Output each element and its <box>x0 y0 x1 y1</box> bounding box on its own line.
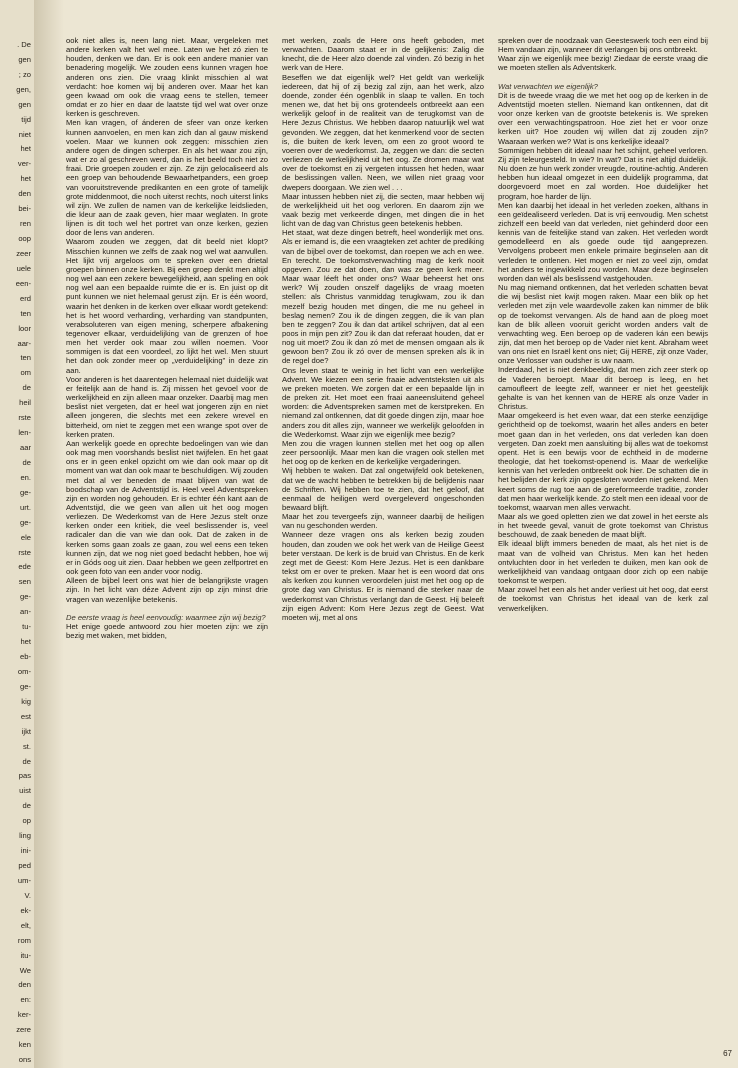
previous-page-fragment: V. <box>24 890 31 900</box>
previous-page-fragment: de <box>22 801 31 811</box>
previous-page-fragment: sen <box>18 577 31 587</box>
previous-page-fragment: eb- <box>20 652 31 662</box>
previous-page-fragment: rom <box>17 935 31 945</box>
previous-page-fragment: heil <box>19 398 31 408</box>
previous-page-fragment: ede <box>18 562 31 572</box>
previous-page-fragment: ten <box>20 308 31 318</box>
paragraph: Nu mag niemand ontkennen, dat het verleden schatten bevat die wij beslist niet kwijt mogen raken. Maar een blik op het verleden met zijn vele waardevolle zaken kan nimmer de blik op de toekomst vervangen. Als de hand aan de ploeg moet kan de blik alleen vooruit gericht worden anders valt de verwachting weg. Een beroep op de vaderen kán een bewijs zijn, dat men het beroep op de Vader niet kent. Abraham weet van ons niet en Israël kent ons niet; Gij HERE, zijt onze Vader, onze Verlosser van oudsher is uw naam. <box>498 283 708 366</box>
previous-page-fragment: ek- <box>20 905 31 915</box>
previous-page-fragment: ge- <box>20 487 31 497</box>
section-heading: De eerste vraag is heel eenvoudig: waarmee zijn wij bezig? <box>66 612 266 622</box>
previous-page-fragment: ge- <box>20 681 31 691</box>
paragraph: Maar het zou tevergeefs zijn, wanneer daarbij de heiligen van nu geschonden werden. <box>282 512 484 531</box>
previous-page-fragment: uist <box>19 786 31 796</box>
previous-page-fragment: tijd <box>21 114 31 124</box>
previous-page-fragment: zeer <box>16 248 31 258</box>
previous-page-fragment: den <box>18 189 31 199</box>
paragraph: Beseffen we dat eigenlijk wel? Het geldt van werkelijk iedereen, dat hij of zij bezig zal zijn, aan het werk, alzo doende, zonder één ogenblik in slaap te vallen. En toch menen we, dat het bij ons grotendeels ontbreekt aan een werkelijk geloof in de realiteit van de terugkomst van de Here Jezus Christus. We hebben daarop natuurlijk wel wat gevonden. We zeggen, dat het kenmerkend voor de secten is, die buiten de kerk leven, om een zo groot woord te voeren over de wederkomst. Ja, zeggen we dan: die secten verliezen de werkelijkheid uit het oog. Ze dromen maar wat over de toekomst en zij vergeten intussen het heden, waar de beslissingen vallen. Neen, we willen niet graag voor dwepers doorgaan. We zien wel . . . <box>282 72 484 192</box>
previous-page-fragment: bei- <box>18 204 31 214</box>
article-page <box>66 36 718 1036</box>
paragraph: Voor anderen is het daarentegen helemaal niet duidelijk wat er feitelijk aan de hand is. Zij missen het gevoel voor de werkelijkheid en zijn alleen maar onzeker. Daarbij mag men beslist niet vergeten, dat er heel wat jongeren zijn en niet alleen jongeren, die slechts met een zekere wrevel en bitterheid, om niet te zeggen met een wrange spot over de kerken praten. <box>66 374 268 439</box>
previous-page-fragment: ker- <box>17 1010 31 1020</box>
previous-page-fragment: urt. <box>20 502 31 512</box>
previous-page-fragment: oop <box>18 234 31 244</box>
paragraph: spreken over de noodzaak van Geesteswerk toch een eind bij Hem vandaan zijn, wanneer dit verlangen bij ons ontbreekt. <box>498 36 708 55</box>
previous-page-fragment: ten <box>20 353 31 363</box>
page-gutter <box>34 0 64 1068</box>
previous-page-fragment: um- <box>17 875 31 885</box>
previous-page-fragment: gen <box>18 54 31 64</box>
paragraph: Wanneer deze vragen ons als kerken bezig zouden houden, dan zouden we ook het werk van de Heilige Geest beter verstaan. De kerk is de bruid van Christus. En de kerk zegt met de Geest: Kom Here Jezus. Het is een dankbare tekst om er over te preken. Maar het is een woord dat ons als kerken zou kunnen veroordelen juist met het oog op de grote dag van Christus. Er is niemand die sterker naar de wederkomst van Christus verlangt dan de Geest. Hij beleeft zijn eigen Advent: Kom Here Jezus zegt de Geest. Wat moeten wij, met al ons <box>282 530 484 622</box>
previous-page-fragment: niet <box>18 129 31 139</box>
paragraph: met werken, zoals de Here ons heeft geboden, met verwachten. Daarom staat er in de gelijkenis: Zalig die knecht, die de Heer alzo doende zal vinden. Zó bezig in het werk van de Here. <box>282 36 484 73</box>
paragraph: Maar zowel het een als het ander verliest uit het oog, dat eerst de toekomst van Christus het ideaal van de kerk zal verwerkelijken. <box>498 585 708 613</box>
paragraph: Waarom zouden we zeggen, dat dit beeld niet klopt? Misschien kunnen we zelfs de zaak nog wel wat aanvullen. Het lijkt vrij argeloos om te spreken over een drietal groepen binnen onze kerken. Bij een groep denkt men altijd nog wel aan een zekere bewegelijkheid, aan speling en ook nog wel aan een bepaalde ruimte die er is. En juist op dit punt kunnen we niet helemaal gerust zijn. Er is één woord, waarin het denken in de kerken over elkaar wordt getekend: het is het woord verharding, verharding van standpunten, verabsoluteren van eigen mening, scherpere afbakening tegenover elkaar, verduidelijking van de grenzen of hoe men het verder ook maar zou willen noemen. Voor sommigen is dat een voordeel, zo lijkt het wel. Men stuurt het dan ook zonder meer op „verduidelijking” in deze zin aan. <box>66 237 268 375</box>
previous-page-fragment: erd <box>20 293 31 303</box>
paragraph: Ons leven staat te weinig in het licht van een werkelijke Advent. We kiezen een serie fraaie adventsteksten uit als we preken moeten. We zorgen dat er een bepaalde lijn in de preken zit. Het moet een fraai aaneensluitend geheel worden: die Adventspreken samen met de kerstpreken. En niemand zal ontkennen, dat dit goede dingen zijn, maar hoe anders zou dit alles zijn, wanneer we werkelijk geloofden in die Wederkomst. Waar zijn we eigenlijk mee bezig? <box>282 365 484 439</box>
previous-page-fragment: gen, <box>16 84 31 94</box>
paragraph: Men kan daarbij het ideaal in het verleden zoeken, althans in een geïdealiseerd verleden. Dat is vrij eenvoudig. Men schetst zichzelf een beeld van dat verleden, niet gehinderd door een kennis van de feitelijke stand van zaken. Het verleden wordt gemodelleerd en als goede oude tijd aangeprezen. Vervolgens probeert men enkele primaire beginselen aan dit verleden te ontlenen. Het mogen er niet zo veel zijn, omdat het anders te ingewikkeld zou worden. Maar deze beginselen worden dan wél als beslissend vastgehouden. <box>498 200 708 283</box>
previous-page-fragment: est <box>20 711 31 721</box>
paragraph: Wij hebben te waken. Dat zal ongetwijfeld ook betekenen, dat we de wacht hebben te betrekken bij de belijdenis naar de Schriften. Wij hebben toe te zien, dat het geloof, dat eenmaal de heiligen werd overgeleverd ongeschonden bewaard blijft. <box>282 466 484 512</box>
paragraph: Alleen de bijbel leert ons wat hier de belangrijkste vragen zijn. In het licht van déze Advent zijn op zijn minst drie vragen van wezenlijke betekenis. <box>66 576 268 604</box>
previous-page-fragment: tu- <box>22 622 31 632</box>
previous-page-fragment: rste <box>18 547 31 557</box>
paragraph: Waar zijn we eigenlijk mee bezig! Ziedaar de eerste vraag die we moeten stellen als Adventskerk. <box>498 54 708 73</box>
previous-page-fragment: elt, <box>20 920 31 930</box>
previous-page-fragment: ling <box>19 831 31 841</box>
previous-page-fragment: kig <box>21 696 31 706</box>
previous-page-fragment: ped <box>18 861 31 870</box>
previous-page-fragment: an- <box>20 607 31 617</box>
previous-page-fragment: het <box>20 174 31 184</box>
paragraph: Men zou die vragen kunnen stellen met het oog op allen zeer persoonlijk. Maar men kan die vragen ook stellen met het oog op de kerken en de kerkelijke vergaderingen. <box>282 438 484 467</box>
paragraph: Sommigen hebben dit ideaal naar het schijnt, geheel verloren. Zij zijn teleurgesteld. In wie? In wat? Dat is niet altijd duidelijk. Nu doen ze hun werk zonder vreugde, routine-achtig. Anderen hebben hun ideaal omgezet in een duidelijk programma, dat doorgevoerd moet en zal worden. Hoe duidelijker het program, hoe harder de lijn. <box>498 145 708 201</box>
previous-page-edge <box>0 0 35 1068</box>
previous-page-fragment: het <box>20 637 31 647</box>
previous-page-fragment: ken <box>18 1040 31 1050</box>
paragraph: Maar intussen hebben niet zij, die secten, maar hebben wij de werkelijkheid uit het oog verloren. En daarom zijn we vaak bezig met verkeerde dingen, met dingen die in het licht van de dag van Christus geen betekenis hebben. <box>282 191 484 229</box>
previous-page-fragment: ge- <box>20 592 31 602</box>
previous-page-fragment: ; zo <box>18 69 31 79</box>
previous-page-fragment: len- <box>18 428 31 438</box>
previous-page-fragment: ge- <box>20 517 31 527</box>
paragraph: Het staat, wat deze dingen betreft, heel wonderlijk met ons. Als er iemand is, die een vraagteken zet achter de prediking van de bijbel over de toekomst, dan roepen we ach en wee. En terecht. De toekomstverwachting mag de kerk nooit opgeven. Zou ze dat doen, dan was ze geen kerk meer. Maar waar léeft het onder ons? Waar beheerst het ons werk? Wij zouden onszelf dagelijks de vraag moeten stellen: als Christus vanmiddag terugkwam, zou ik dan mezelf bezig houden met dingen, die me nu geheel in beslag nemen? Zou ik de dingen zeggen, die ik van plan ben te zeggen? Zou ik dan dat artikel schrijven, dat al een poos in mijn pen zit? Zou ik dan dat referaat houden, dat er nog uit moet? Zou ik dan zó met de mensen omgaan als ik gewoon ben? Zou ik zó over de mensen spreken als ik in de regel doe? <box>282 228 484 366</box>
previous-page-fragment: itu- <box>20 950 31 960</box>
previous-page-fragment: een- <box>15 278 31 288</box>
previous-page-fragment: de <box>22 383 31 393</box>
previous-page-fragment: om <box>20 368 31 378</box>
previous-page-fragment: We <box>19 965 31 975</box>
previous-page-fragment: st. <box>22 741 31 751</box>
previous-page-fragment: ele <box>20 532 31 542</box>
previous-page-fragment: het <box>20 144 31 154</box>
paragraph: Inderdaad, het is niet denkbeeldig, dat men zich zeer sterk op de Vaderen beroept. Maar dit beroep is leeg, en het camoufleert de leegte zelf, wanneer er niet het geestelijk gehalte is van het kennen van de HERE als onze Vader in Christus. <box>498 365 708 412</box>
paragraph: ook niet alles is, neen lang niet. Maar, vergeleken met andere kerken valt het wel mee. Laten we het zó zien te houden, denken we dan. Er is ook een andere manier van benadering mogelijk. We zouden eens kunnen vragen hoe anderen ons zien. Die vraag klinkt misschien al wat verdacht: hoe komen wij bij anderen over. Maar het kan geen kwaad om ook die vraag eens te stellen, temeer omdat er zo hier en daar de laatste tijd wel wat over onze kerken is geschreven. <box>66 36 268 119</box>
previous-page-fragment: loor <box>18 323 31 333</box>
previous-page-fragment: aar <box>20 443 31 453</box>
previous-page-fragment: en: <box>20 995 31 1005</box>
previous-page-fragment: pas <box>18 771 31 781</box>
previous-page-fragment: den <box>18 980 31 990</box>
previous-page-fragment: ini- <box>20 846 31 856</box>
section-heading: Wat verwachten we eigenlijk? <box>498 81 598 91</box>
previous-page-fragment: aar- <box>17 338 31 348</box>
previous-page-fragment: om- <box>17 666 31 676</box>
previous-page-fragment: ijkt <box>21 726 31 736</box>
previous-page-fragment: ver- <box>17 159 31 169</box>
previous-page-fragment: en. <box>20 472 31 482</box>
previous-page-fragment: gen <box>18 99 31 109</box>
paragraph: Het enige goede antwoord zou hier moeten zijn: we zijn bezig met waken, met bidden, <box>66 621 268 640</box>
previous-page-fragment: . De <box>17 40 31 49</box>
paragraph: Men kan vragen, of ánderen de sfeer van onze kerken kunnen aanvoelen, en men kan zich dan al gauw miskend voelen. Maar we kunnen ook zeggen: misschien zien andere ogen de dingen scherper. En als het waar zou zijn, wat er zo al geschreven werd, dan is het beeld toch niet zo fraai. Drie groepen zouden er zijn. Ze zijn gelocaliseerd als een groep van behoudende Bewaarhetpanders, een groep van vooruitstrevende predikanten en een grote of tamelijk grote middenmoot, die noch uiterst rechts, noch uiterst links wil zijn. We zullen de namen van de kerkelijke leidslieden, die kleur aan de zaak geven, hier maar weglaten. In grote lijnen is dit toch wel het portret van onze kerken, gezien door de lens van anderen. <box>66 118 268 238</box>
previous-page-fragment: op <box>22 816 31 826</box>
previous-page-fragment: ons <box>18 1055 31 1065</box>
paragraph: Maar als we goed opletten zien we dat zowel in het eerste als in het tweede geval, vanuit de grote toekomst van Christus beschouwd, de zaak beneden de maat blijft. <box>498 511 708 540</box>
paragraph: Elk ideaal blijft immers beneden de maat, als het niet is de maat van de volheid van Christus. Men kan het heden ontvluchten door in het verleden te duiken, men kan ook de werkelijkheid van vandaag ontgaan door zich op een nabije toekomst te werpen. <box>498 539 708 586</box>
previous-page-fragment: de <box>22 457 31 467</box>
paragraph: Maar omgekeerd is het even waar, dat een sterke eenzijdige gerichtheid op de toekomst, waarin het alles anders en beter moet gaan dan in het verleden, ons dat verleden kan doen vergeten. Dan zoekt men aansluiting bij alles wat de toekomst opent. Het is een bewijs voor de echtheid in de moderne theologie, dat het toekomst-openend is. Maar de werkelijke kennis van het verleden ontbreekt ook hier. De schatten die in het belijden der kerk zijn opgesloten worden niet gekend. Men keert soms de rug toe aan de gereformeerde traditie, zonder dat men haar werkelijk kende. Zo stelt men een ideaal voor de toekomst, waarvan men alles verwacht. <box>498 411 708 512</box>
article-column-3 <box>498 36 708 613</box>
page-number: 67 <box>723 1049 732 1058</box>
paragraph: Dit is de tweede vraag die we met het oog op de kerken in de Adventstijd moeten stellen. Niemand kan ontkennen, dat dit voor onze kerken van de grootste betekenis is. We spreken over een verwachtingspatroon. Hoe ziet het er voor onze kerken uit? Hoe zouden wij willen dat zij zouden zijn? Waaraan werken we? Wat is ons kerkelijke ideaal? <box>498 90 708 146</box>
previous-page-fragment: rste <box>18 413 31 423</box>
previous-page-fragment: uele <box>16 263 31 273</box>
previous-page-fragment: zere <box>16 1025 31 1035</box>
paragraph: Aan werkelijk goede en oprechte bedoelingen van wie dan ook mag men voorshands beslist niet twijfelen. En het gaat ons er in geen enkel opzicht om wie dan ook maar op dit moment van wat dan ook maar te beschuldigen. Wij zouden met dat al ver beneden de maat blijven van wat de boodschap van de Adventstijd is. Heel veel Adventspreken zijn en worden nog gehouden. Er is echter één kant aan de Adventstijd, die we geen van allen uit het oog mogen verliezen. De Wederkomst van de Here Jezus stelt onze kerken onder een kritiek, die veel beslissender is, veel radicaler dan die van wie dan ook. Dat de zaken in de kerken soms gaan zoals ze gaan, zou wel eens een teken kunnen zijn, dat we nog niet goed bedacht hebben, hoe wij er in Góds oog uit zien. Daar hebben we geen zelfportret en ook geen foto van een ander voor nodig. <box>66 438 268 577</box>
article-column-2 <box>282 36 484 622</box>
article-column-1 <box>66 36 268 640</box>
previous-page-fragment: de <box>22 756 31 766</box>
previous-page-fragment: ren <box>20 219 31 229</box>
